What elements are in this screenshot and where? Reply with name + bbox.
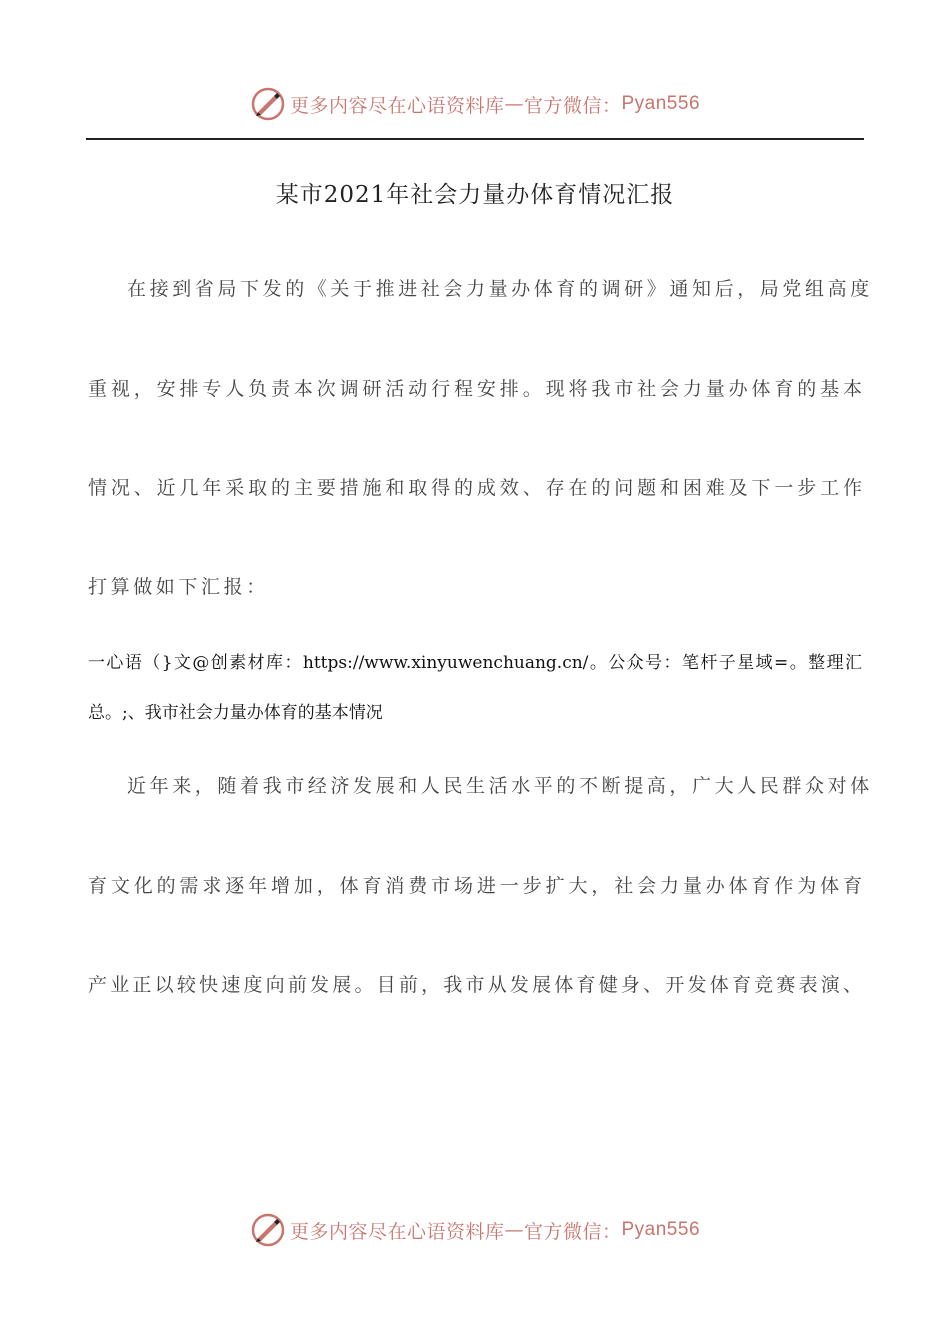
paragraph2-line-1: 近年来，随着我市经济发展和人民生活水平的不断提高，广大人民群众对体 [127,775,873,797]
header-divider [86,138,864,140]
footer-site-text: 更多内容尽在心语资料库 [289,1220,505,1243]
paragraph1-line-3: 情况、近几年采取的主要措施和取得的成效、存在的问题和困难及下一步工作 [88,477,862,499]
footer-wechat-id: Pyan556 [621,1219,701,1240]
footer-wechat-label: 官方微信： [523,1220,622,1243]
paragraph1-line-1: 在接到省局下发的《关于推进社会力量办体育的调研》通知后，局党组高度 [127,278,873,300]
footer-dash: — [504,1219,524,1241]
pen-logo-icon [250,86,286,122]
header-wechat-label: 官方微信： [523,94,622,117]
footer-watermark [0,1210,950,1250]
header-wechat-id: Pyan556 [621,93,701,114]
paragraph1-line-4: 打算做如下汇报： [88,576,269,598]
paragraph2-line-3: 产业正以较快速度向前发展。目前，我市从发展体育健身、开发体育竞赛表演、 [88,974,862,996]
source-note-line-2: 总。;、我市社会力量办体育的基本情况 [88,703,383,723]
header-dash: — [504,93,524,115]
source-note-line-1: 一心语（}文@创素材库：https://www.xinyuwenchuang.cn/。公众号：笔杆子星域=。整理汇 [88,653,862,673]
paragraph1-line-2: 重视，安排专人负责本次调研活动行程安排。现将我市社会力量办体育的基本 [88,378,862,400]
header-watermark [0,84,950,124]
pen-logo-icon [250,1212,286,1248]
paragraph2-line-2: 育文化的需求逐年增加，体育消费市场进一步扩大，社会力量办体育作为体育 [88,875,862,897]
header-site-text: 更多内容尽在心语资料库 [289,94,505,117]
document-title: 某市2021年社会力量办体育情况汇报 [275,182,675,208]
